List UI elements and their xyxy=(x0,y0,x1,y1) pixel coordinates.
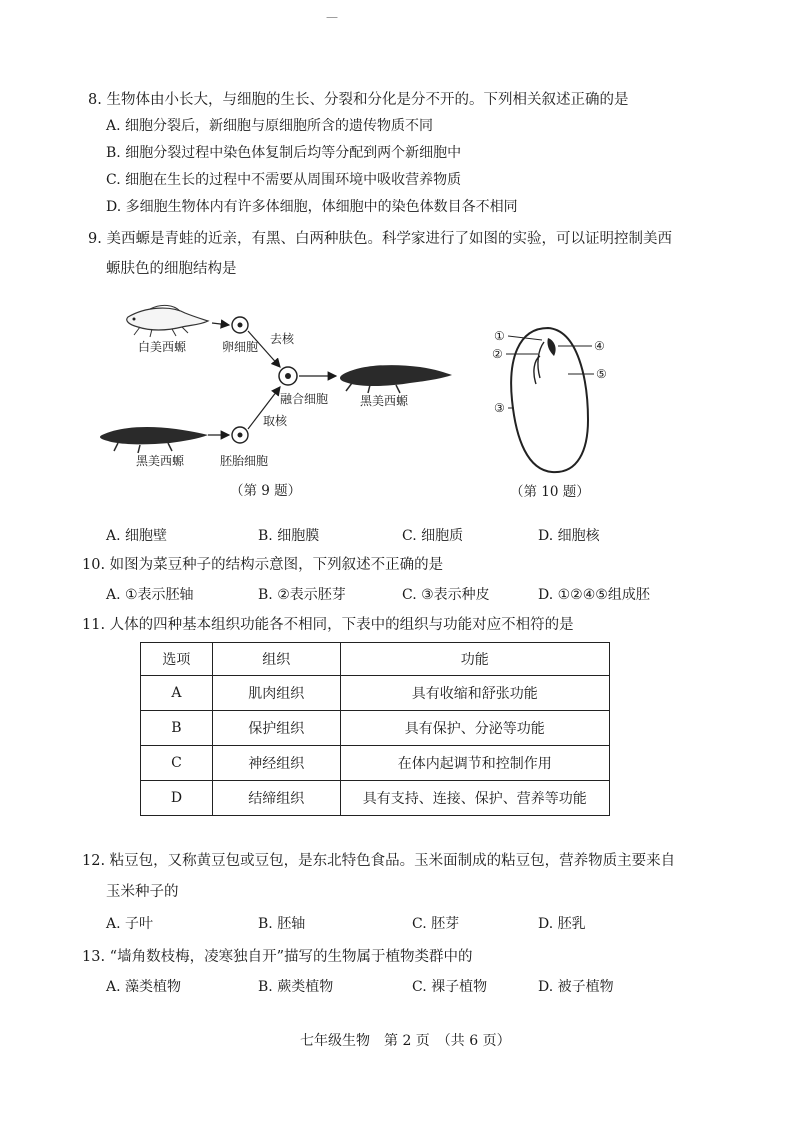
table-cell: D xyxy=(141,781,213,816)
egg-cell-label: 卵细胞 xyxy=(222,340,259,354)
q11-stem: 11. 人体的四种基本组织功能各不相同，下表中的组织与功能对应不相符的是 xyxy=(82,617,574,633)
q12-stem-line1: 12. 粘豆包，又称黄豆包或豆包，是东北特色食品。玉米面制成的粘豆包，营养物质主要来自 xyxy=(82,853,676,869)
q9-figure xyxy=(90,295,470,505)
table-cell: 结缔组织 xyxy=(212,781,340,816)
label-5: ⑤ xyxy=(596,367,607,381)
label-4: ④ xyxy=(594,339,605,353)
label-1: ① xyxy=(494,329,505,343)
fused-cell-icon xyxy=(279,367,297,385)
q8-stem: 8. 生物体由小长大，与细胞的生长、分裂和分化是分不开的。下列相关叙述正确的是 xyxy=(88,92,629,108)
q8-option-c: C. 细胞在生长的过程中不需要从周围环境中吸收营养物质 xyxy=(106,172,462,188)
table-header-row xyxy=(141,643,610,676)
table-cell: 具有收缩和舒张功能 xyxy=(340,676,609,711)
table-cell: B xyxy=(141,711,213,746)
table-row xyxy=(141,746,610,781)
q12-option-c: C. 胚芽 xyxy=(412,916,460,932)
table-cell: 具有保护、分泌等功能 xyxy=(340,711,609,746)
black-axolotl-source-image xyxy=(100,427,208,453)
q10-option-a: A. ①表示胚轴 xyxy=(106,587,194,603)
fused-cell-label: 融合细胞 xyxy=(280,392,329,406)
table-row xyxy=(141,711,610,746)
table-header-cell: 选项 xyxy=(141,643,213,676)
q13-option-c: C. 裸子植物 xyxy=(412,979,488,995)
table-cell: 保护组织 xyxy=(212,711,340,746)
table-cell: A xyxy=(141,676,213,711)
table-header-cell: 功能 xyxy=(340,643,609,676)
q12-stem-line2: 玉米种子的 xyxy=(106,884,179,900)
q13-option-b: B. 蕨类植物 xyxy=(258,979,334,995)
embryo-cell-icon xyxy=(232,427,248,443)
table-cell: 神经组织 xyxy=(212,746,340,781)
q12-option-a: A. 子叶 xyxy=(106,916,154,932)
black-axolotl-result-image xyxy=(340,365,452,393)
white-axolotl-label: 白美西螈 xyxy=(138,340,187,354)
q10-option-d: D. ①②④⑤组成胚 xyxy=(538,587,650,603)
remove-nucleus-label: 去核 xyxy=(270,332,295,346)
q8-option-a: A. 细胞分裂后，新细胞与原细胞所含的遗传物质不同 xyxy=(106,118,434,134)
q9-option-a: A. 细胞壁 xyxy=(106,528,168,544)
q9-option-b: B. 细胞膜 xyxy=(258,528,320,544)
q9-stem-line1: 9. 美西螈是青蛙的近亲，有黑、白两种肤色。科学家进行了如图的实验，可以证明控制美西 xyxy=(88,231,672,247)
table-cell: C xyxy=(141,746,213,781)
q8-option-d: D. 多细胞生物体内有许多体细胞，体细胞中的染色体数目各不相同 xyxy=(106,199,518,215)
white-axolotl-image xyxy=(127,305,208,337)
q12-option-d: D. 胚乳 xyxy=(538,916,586,932)
q9-option-d: D. 细胞核 xyxy=(538,528,600,544)
q9-stem-line2: 螈肤色的细胞结构是 xyxy=(106,261,237,277)
q10-option-b: B. ②表示胚芽 xyxy=(258,587,346,603)
black-axolotl-result-label: 黑美西螈 xyxy=(360,394,409,408)
q8-option-b: B. 细胞分裂过程中染色体复制后均等分配到两个新细胞中 xyxy=(106,145,462,161)
label-2: ② xyxy=(492,347,503,361)
label-3: ③ xyxy=(494,401,505,415)
q13-stem: 13. “墙角数枝梅，凌寒独自开”描写的生物属于植物类群中的 xyxy=(82,949,473,965)
q10-figure-caption: （第 10 题） xyxy=(510,484,590,500)
table-cell: 具有支持、连接、保护、营养等功能 xyxy=(340,781,609,816)
bean-seed-image xyxy=(511,328,588,472)
table-row xyxy=(141,781,610,816)
q10-figure xyxy=(488,320,628,505)
table-header-cell: 组织 xyxy=(212,643,340,676)
q9-figure-caption: （第 9 题） xyxy=(230,483,302,499)
q12-option-b: B. 胚轴 xyxy=(258,916,306,932)
table-row xyxy=(141,676,610,711)
q13-option-d: D. 被子植物 xyxy=(538,979,614,995)
page-footer: 七年级生物 第 2 页 （共 6 页） xyxy=(300,1033,511,1049)
egg-cell-icon xyxy=(232,317,248,333)
black-axolotl-source-label: 黑美西螈 xyxy=(136,454,185,468)
q11-table xyxy=(140,642,610,816)
q9-option-c: C. 细胞质 xyxy=(402,528,464,544)
q10-option-c: C. ③表示种皮 xyxy=(402,587,490,603)
take-nucleus-label: 取核 xyxy=(263,414,288,428)
q13-option-a: A. 藻类植物 xyxy=(106,979,182,995)
embryo-cell-label: 胚胎细胞 xyxy=(220,454,269,468)
q10-stem: 10. 如图为菜豆种子的结构示意图，下列叙述不正确的是 xyxy=(82,557,444,573)
table-cell: 肌肉组织 xyxy=(212,676,340,711)
table-cell: 在体内起调节和控制作用 xyxy=(340,746,609,781)
top-mark: — xyxy=(326,10,338,24)
